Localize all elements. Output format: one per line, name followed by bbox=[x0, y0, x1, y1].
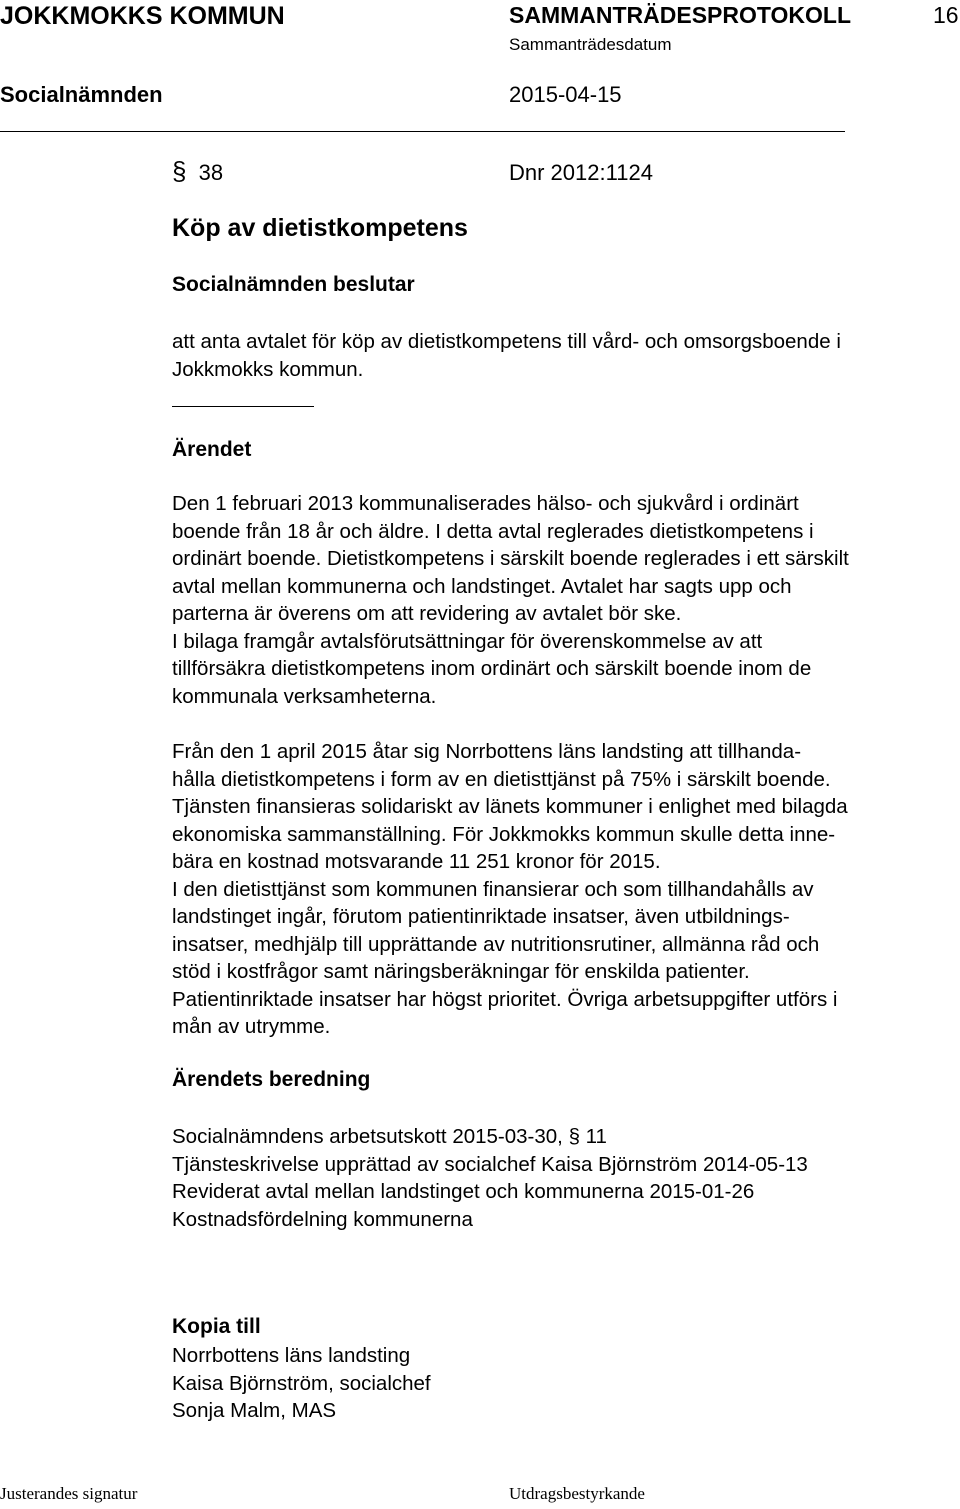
paragraph-line: I den dietisttjänst som kommunen finansierar och som tillhandahålls av bbox=[172, 877, 814, 901]
list-item: Kostnadsfördelning kommunerna bbox=[172, 1207, 473, 1231]
document-type: SAMMANTRÄDESPROTOKOLL bbox=[509, 2, 852, 28]
section-heading bbox=[172, 158, 223, 187]
paragraph-line: hålla dietistkompetens i form av en dietisttjänst på 75% i särskilt boende. bbox=[172, 767, 831, 791]
paragraph-line: insatser, medhjälp till upprättande av nutritionsrutiner, allmänna råd och bbox=[172, 932, 820, 956]
decision-divider bbox=[172, 406, 314, 407]
paragraph-line: mån av utrymme. bbox=[172, 1015, 331, 1038]
decision-text bbox=[172, 328, 960, 383]
list-item: Norrbottens läns landsting bbox=[172, 1344, 411, 1367]
paragraph-line: I bilaga framgår avtalsförutsättningar för överenskommelse av att bbox=[172, 629, 763, 653]
paragraph-line: ordinärt boende. Dietistkompetens i särskilt boende reglerades i ett särskilt bbox=[172, 547, 849, 570]
list-item: Reviderat avtal mellan landstinget och kommunerna 2015-01-26 bbox=[172, 1180, 755, 1203]
copy-to-list bbox=[172, 1342, 960, 1425]
paragraph-line: Den 1 februari 2013 kommunaliserades hälso- och sjukvård i ordinärt bbox=[172, 492, 799, 515]
header-divider bbox=[0, 131, 845, 132]
case-paragraph-2 bbox=[172, 738, 960, 1041]
preparation-list bbox=[172, 1123, 960, 1233]
list-item: Socialnämndens arbetsutskott 2015-03-30, § 11 bbox=[172, 1125, 607, 1148]
list-item: Sonja Malm, MAS bbox=[172, 1399, 337, 1422]
page-title: Köp av dietistkompetens bbox=[172, 214, 468, 242]
paragraph-line: stöd i kostfrågor samt näringsberäkningar för enskilda patienter. bbox=[172, 960, 750, 983]
section-number: 38 bbox=[198, 160, 224, 185]
paragraph-line: bära en kostnad motsvarande 11 251 kronor för 2015. bbox=[172, 850, 661, 873]
decision-line: att anta avtalet för köp av dietistkompetens till vård- och omsorgsboende i bbox=[172, 330, 841, 353]
copy-to-heading: Kopia till bbox=[172, 1315, 261, 1338]
preparation-heading: Ärendets beredning bbox=[172, 1068, 371, 1091]
committee-name: Socialnämnden bbox=[0, 82, 163, 107]
page-number: 16 bbox=[933, 2, 959, 28]
footer-signature-label: Justerandes signatur bbox=[0, 1484, 138, 1503]
case-number: Dnr 2012:1124 bbox=[509, 160, 653, 185]
paragraph-line: parterna är överens om att revidering av avtalet bör ske. bbox=[172, 602, 682, 625]
paragraph-line: tillförsäkra dietistkompetens inom ordinärt och särskilt boende inom de bbox=[172, 657, 812, 680]
paragraph-line: avtal mellan kommunerna och landstinget. Avtalet har sagts upp och bbox=[172, 574, 792, 598]
footer-certification-label: Utdragsbestyrkande bbox=[509, 1484, 645, 1503]
paragraph-line: Från den 1 april 2015 åtar sig Norrbottens läns landsting att tillhanda- bbox=[172, 740, 802, 763]
meeting-date: 2015-04-15 bbox=[509, 82, 622, 107]
list-item: Kaisa Björnström, socialchef bbox=[172, 1371, 431, 1395]
paragraph-line: boende från 18 år och äldre. I detta avtal reglerades dietistkompetens i bbox=[172, 519, 814, 543]
decision-heading: Socialnämnden beslutar bbox=[172, 273, 415, 296]
meeting-date-label: Sammanträdesdatum bbox=[509, 35, 672, 54]
organization-name: JOKKMOKKS KOMMUN bbox=[0, 2, 285, 30]
paragraph-line: ekonomiska sammanställning. För Jokkmokks kommun skulle detta inne- bbox=[172, 822, 836, 846]
case-heading: Ärendet bbox=[172, 438, 252, 461]
decision-line: Jokkmokks kommun. bbox=[172, 357, 364, 381]
paragraph-line: kommunala verksamheterna. bbox=[172, 684, 437, 708]
case-paragraph-1 bbox=[172, 490, 960, 710]
paragraph-line: Tjänsten finansieras solidariskt av länets kommuner i enlighet med bilagda bbox=[172, 795, 848, 818]
paragraph-line: landstinget ingår, förutom patientinriktade insatser, även utbildnings- bbox=[172, 905, 790, 928]
paragraph-line: Patientinriktade insatser har högst prioritet. Övriga arbetsuppgifter utförs i bbox=[172, 987, 838, 1011]
section-symbol: § bbox=[172, 156, 187, 186]
list-item: Tjänsteskrivelse upprättad av socialchef Kaisa Björnström 2014-05-13 bbox=[172, 1152, 808, 1176]
